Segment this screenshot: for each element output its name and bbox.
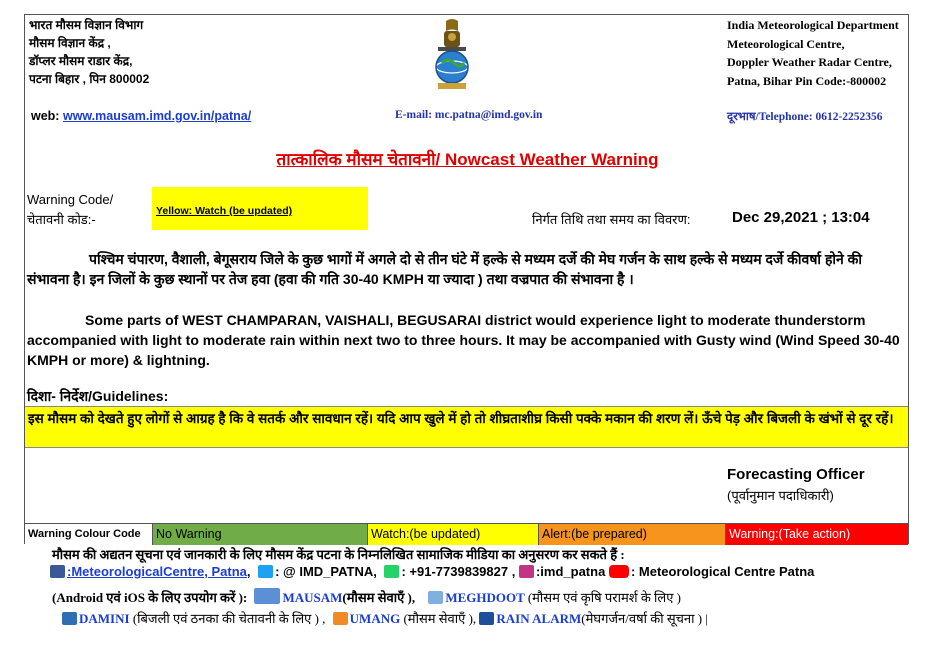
legend-label: Warning Colour Code — [25, 524, 152, 545]
forecasting-officer-title: Forecasting Officer — [727, 466, 865, 483]
legend-warning: Warning:(Take action) — [725, 524, 908, 545]
warning-code-label-hi: चेतावनी कोड:- — [27, 212, 96, 227]
issue-time-value: Dec 29,2021 ; 13:04 — [732, 209, 870, 226]
damini-app-name[interactable]: DAMINI — [79, 611, 130, 626]
apps-row — [52, 588, 681, 606]
mausam-app-desc: (मौसम सेवाएँ ), — [342, 590, 416, 605]
meghdoot-app-icon — [428, 591, 443, 604]
header-english-line: Doppler Weather Radar Centre, — [727, 55, 892, 69]
damini-app-desc: (बिजली एवं ठनका की चेतावनी के लिए ) , — [132, 611, 326, 626]
header-english-line: Patna, Bihar Pin Code:-800002 — [727, 73, 887, 88]
web-label: web: — [31, 109, 60, 123]
english-forecast-paragraph: Some parts of WEST CHAMPARAN, VAISHALI, BEGUSARAI district would experience light to moderate thunderstorm accompanied with light to moderate rain within next two to three hours. It may be accompanied with Gusty wind (Wind Speed 30-40 KMPH or more) & lightning. — [27, 312, 900, 368]
legend-watch: Watch:(be updated) — [367, 524, 538, 545]
warning-code-label — [27, 190, 113, 230]
imd-emblem-logo — [430, 17, 474, 91]
damini-app-icon — [62, 612, 77, 625]
hindi-forecast-paragraph: पश्चिम चंपारण, वैशाली, बेगूसराय जिले के कुछ भागों में अगले दो से तीन घंटे में हल्के से मध्यम दर्जे की मेघ गर्जन के साथ हल्के से मध्यम दर्जे कीवर्षा होने की संभावना है। इन जिलों के कुछ स्थानों पर तेज हवा (हवा की गति 30-40 KMPH या ज्यादा ) तथा वज्रपात की संभावना है । — [27, 251, 863, 287]
warning-code-badge — [152, 187, 368, 230]
mausam-app-name[interactable]: MAUSAM — [282, 590, 343, 605]
header-english-address — [727, 16, 899, 90]
header-hindi-address — [29, 16, 149, 88]
warning-code-value: Yellow: Watch (be updated) — [156, 205, 293, 217]
facebook-link[interactable]: :MeteorologicalCentre, Patna — [67, 564, 247, 579]
youtube-icon — [609, 565, 629, 578]
umang-app-desc: (मौसम सेवाएँ ), — [403, 611, 477, 626]
header-english-line: India Meteorological Department — [727, 18, 899, 32]
web-row — [31, 109, 251, 123]
meghdoot-app-name[interactable]: MEGHDOOT — [445, 590, 525, 605]
meghdoot-app-desc: (मौसम एवं कृषि परामर्श के लिए ) — [527, 590, 682, 605]
apps-row-2 — [62, 609, 708, 627]
rain-alarm-app-name[interactable]: RAIN ALARM — [496, 611, 582, 626]
twitter-icon — [258, 565, 273, 578]
warning-colour-legend — [25, 523, 908, 545]
footer-intro: मौसम की अद्यतन सूचना एवं जानकारी के लिए मौसम केंद्र पटना के निम्नलिखित सामाजिक मीडिया का अनुसरण कर सकते हैं : — [52, 547, 625, 562]
issue-time-label: निर्गत तिथि तथा समय का विवरण: — [532, 212, 691, 227]
mausam-app-icon — [254, 588, 280, 604]
whatsapp-icon — [384, 565, 399, 578]
header-hindi-line: पटना बिहार , पिन 800002 — [29, 72, 150, 86]
legend-no-warning: No Warning — [152, 524, 367, 545]
email-text[interactable]: E-mail: mc.patna@imd.gov.in — [395, 109, 543, 121]
social-links-row: :MeteorologicalCentre, Patna, : @ IMD_PATNA, : +91-7739839827 , :imd_patna : Meteorological Centre Patna — [50, 564, 814, 579]
instagram-icon — [519, 565, 534, 578]
rain-alarm-app-icon — [479, 612, 494, 625]
instagram-handle[interactable]: :imd_patna — [535, 564, 606, 579]
legend-alert: Alert:(be prepared) — [538, 524, 725, 545]
guidelines-text: इस मौसम को देखते हुए लोगों से आग्रह है कि वे सतर्क और सावधान रहें। यदि आप खुले में हो तो शीघ्रताशीघ्र किसी पक्के मकान की शरण लें। ऊँचे पेड़ और बिजली के खंभों से दूर रहें। — [28, 411, 894, 426]
header-hindi-line: भारत मौसम विज्ञान विभाग — [29, 18, 144, 32]
twitter-handle[interactable]: : @ IMD_PATNA, — [275, 564, 377, 579]
guidelines-box — [25, 406, 908, 448]
whatsapp-number[interactable]: : +91-7739839827 , — [401, 564, 516, 579]
apps-intro: (Android एवं iOS के लिए उपयोग करें ): — [52, 590, 248, 605]
rain-alarm-app-desc: (मेघगर्जन/वर्षा की सूचना ) | — [581, 611, 708, 626]
telephone-text: दूरभाष/Telephone: 0612-2252356 — [727, 111, 883, 123]
warning-sheet — [24, 14, 909, 544]
header-hindi-line: डॉप्लर मौसम राडार केंद्र, — [29, 54, 133, 68]
umang-app-name[interactable]: UMANG — [349, 611, 401, 626]
guidelines-heading: दिशा- निर्देश/Guidelines: — [27, 388, 169, 404]
page-title: तात्कालिक मौसम चेतावनी/ Nowcast Weather Warning — [276, 150, 659, 169]
youtube-channel[interactable]: : Meteorological Centre Patna — [630, 564, 815, 579]
umang-app-icon — [333, 612, 348, 625]
facebook-icon — [50, 565, 65, 578]
header-hindi-line: मौसम विज्ञान केंद्र , — [29, 36, 111, 50]
header-english-line: Meteorological Centre, — [727, 36, 845, 51]
forecasting-officer-subtitle: (पूर्वानुमान पदाधिकारी) — [727, 488, 834, 503]
warning-code-label-en: Warning Code/ — [27, 192, 114, 207]
website-link[interactable]: www.mausam.imd.gov.in/patna/ — [62, 109, 252, 123]
